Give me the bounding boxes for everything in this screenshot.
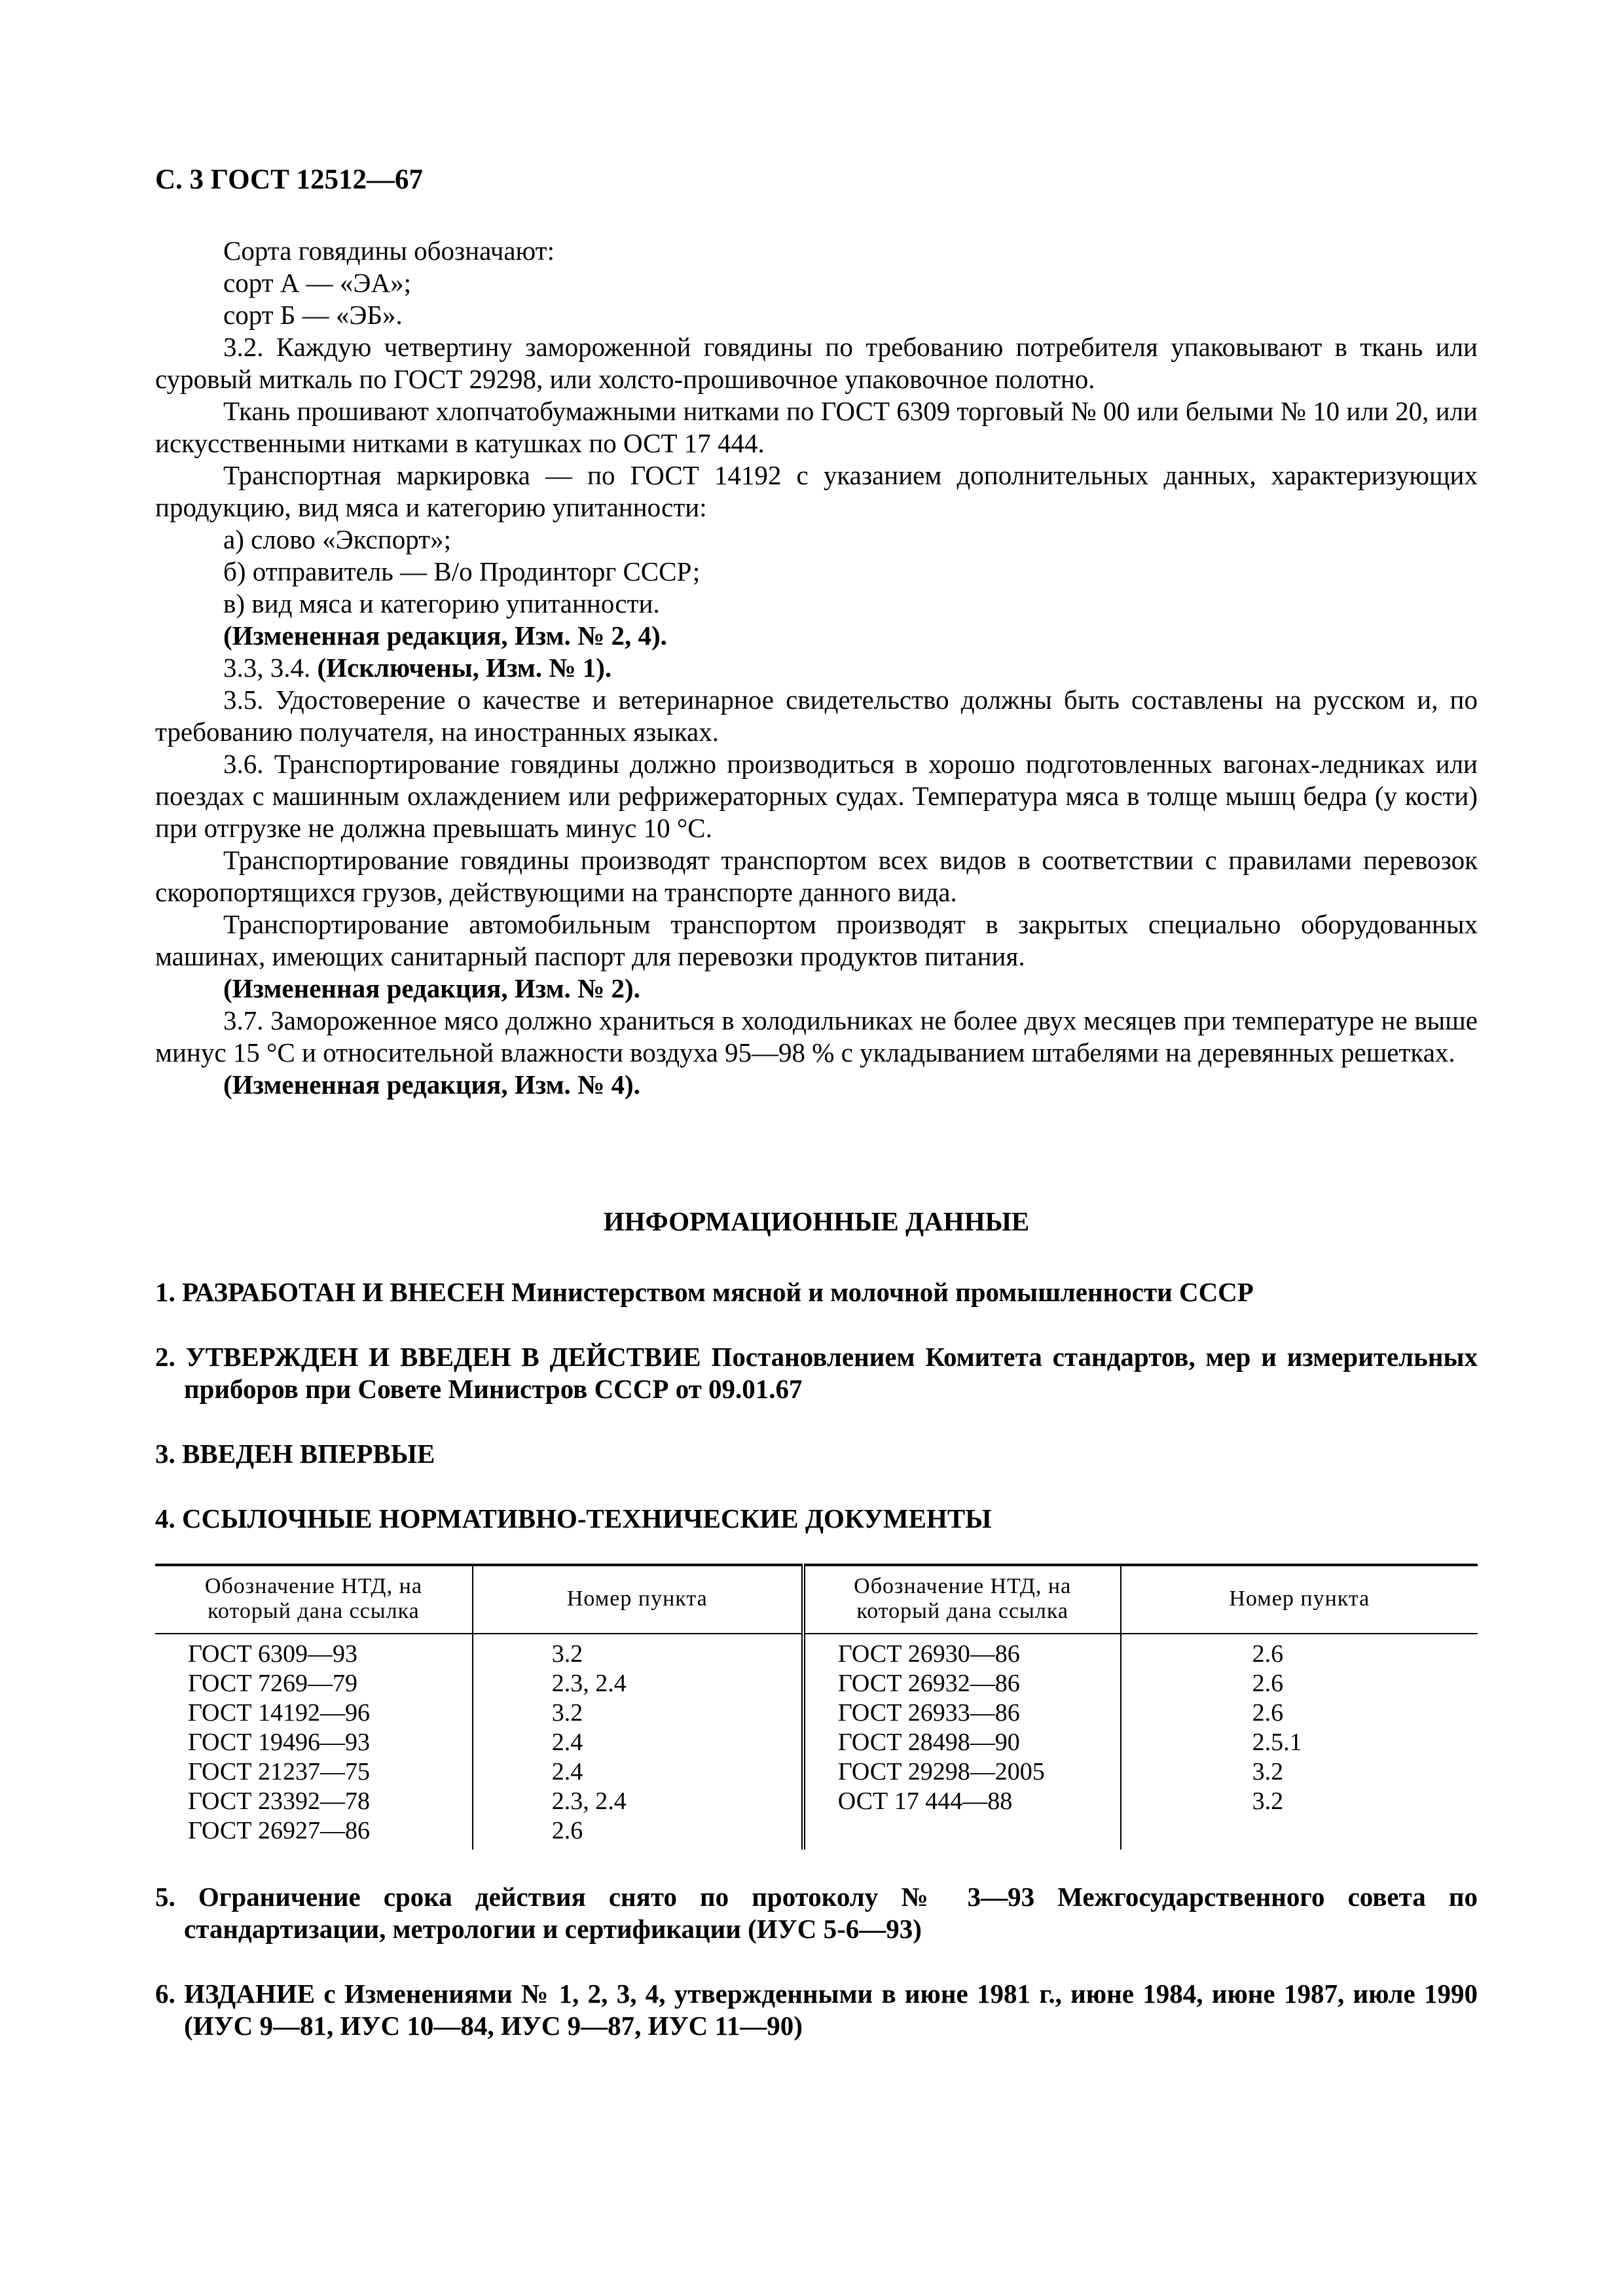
- table-row: [155, 1634, 1478, 1850]
- column-header-item: Номер пункта: [473, 1565, 803, 1634]
- left-items-cell: [473, 1634, 803, 1850]
- paragraph: Транспортирование автомобильным транспортом производят в закрытых специально оборудованных машинах, имеющих санитарный паспорт для перевозки продуктов питания.: [155, 909, 1478, 971]
- amendment-note: (Исключены, Изм. № 1).: [317, 653, 612, 683]
- column-header-item: Номер пункта: [1121, 1565, 1478, 1634]
- page-header: С. 3 ГОСТ 12512—67: [155, 164, 424, 195]
- table-cell: 3.2: [1252, 1758, 1284, 1785]
- info-item-2: 2. УТВЕРЖДЕН И ВВЕДЕН В ДЕЙСТВИЕ Постановлением Комитета стандартов, мер и измерительных приборов при Совете Министров СССР от 09.01.67: [155, 1342, 1478, 1404]
- table-cell: ГОСТ 14192—96: [188, 1699, 370, 1727]
- info-item-3: 3. ВВЕДЕН ВПЕРВЫЕ: [155, 1439, 435, 1469]
- table-cell: 2.6: [551, 1817, 583, 1844]
- table-cell: 2.6: [1252, 1670, 1284, 1697]
- info-item-5: 5. Ограничение срока действия снято по протоколу № 3—93 Межгосударственного совета по стандартизации, метрологии и сертификации (ИУС 5-6—93): [155, 1882, 1478, 1944]
- paragraph: Транспортная маркировка — по ГОСТ 14192 с указанием дополнительных данных, характеризующих продукцию, вид мяса и категорию упитанности:: [155, 460, 1478, 522]
- table-cell: 3.2: [1252, 1787, 1284, 1815]
- table-cell: ГОСТ 26927—86: [188, 1817, 370, 1844]
- paragraph: 3.5. Удостоверение о качестве и ветеринарное свидетельство должны быть составлены на русском и, по требованию получателя, на иностранных языках.: [155, 685, 1478, 747]
- table-cell: 2.3, 2.4: [551, 1787, 627, 1815]
- list-item: а) слово «Экспорт»;: [223, 524, 451, 554]
- table-cell: ГОСТ 7269—79: [188, 1670, 357, 1697]
- column-header-doc: Обозначение НТД, на который дана ссылка: [155, 1565, 473, 1634]
- paragraph: Ткань прошивают хлопчатобумажными нитками по ГОСТ 6309 торговый № 00 или белыми № 10 или 20, или искусственными нитками в катушках по ОСТ 17 444.: [155, 396, 1478, 458]
- right-docs-cell: [803, 1634, 1121, 1850]
- table-cell: ГОСТ 23392—78: [188, 1787, 370, 1815]
- list-item: в) вид мяса и категорию упитанности.: [223, 588, 660, 619]
- column-header-doc: Обозначение НТД, на который дана ссылка: [803, 1565, 1121, 1634]
- table-cell: 2.4: [551, 1729, 583, 1756]
- table-cell: ГОСТ 26932—86: [837, 1670, 1020, 1697]
- document-page: [155, 164, 1478, 2042]
- table-cell: ГОСТ 19496—93: [188, 1729, 370, 1756]
- paragraph: Сорта говядины обозначают:: [223, 236, 555, 266]
- table-cell: ГОСТ 6309—93: [188, 1640, 357, 1668]
- paragraph: 3.6. Транспортирование говядины должно производиться в хорошо подготовленных вагонах-ледниках или поездах с машинным охлаждением или рефрижераторных судах. Температура мяса в толще мышц бедра (у кости) при отгрузке не должна превышать минус 10 °С.: [155, 749, 1478, 843]
- paragraph: [155, 652, 1478, 684]
- table-header-row: [155, 1565, 1478, 1634]
- amendment-note: (Измененная редакция, Изм. № 2).: [223, 973, 640, 1003]
- table-cell: ГОСТ 28498—90: [837, 1729, 1020, 1756]
- table-cell: 2.3, 2.4: [551, 1670, 627, 1697]
- amendment-note: (Измененная редакция, Изм. № 4).: [223, 1069, 640, 1100]
- info-item-4: 4. ССЫЛОЧНЫЕ НОРМАТИВНО-ТЕХНИЧЕСКИЕ ДОКУМЕНТЫ: [155, 1503, 992, 1534]
- table-cell: ГОСТ 26933—86: [837, 1699, 1020, 1727]
- table-cell: 3.2: [551, 1699, 583, 1727]
- table-cell: 3.2: [551, 1640, 583, 1668]
- paragraph: 3.2. Каждую четвертину замороженной говядины по требованию потребителя упаковывают в ткань или суровый миткаль по ГОСТ 29298, или холсто-прошивочное упаковочное полотно.: [155, 332, 1478, 394]
- table-cell: ГОСТ 21237—75: [188, 1758, 370, 1785]
- table-cell: 2.5.1: [1252, 1729, 1302, 1756]
- table-cell: ГОСТ 26930—86: [837, 1640, 1020, 1668]
- paragraph: 3.7. Замороженное мясо должно храниться в холодильниках не более двух месяцев при температуре не выше минус 15 °С и относительной влажности воздуха 95—98 % с укладыванием штабелями на деревянных решетках.: [155, 1005, 1478, 1067]
- paragraph: сорт Б — «ЭБ».: [223, 300, 403, 330]
- table-cell: ОСТ 17 444—88: [837, 1787, 1013, 1815]
- paragraph: Транспортирование говядины производят транспортом всех видов в соответствии с правилами перевозок скоропортящихся грузов, действующими на транспорте данного вида.: [155, 845, 1478, 907]
- right-items-cell: [1121, 1634, 1478, 1850]
- info-item-1: 1. РАЗРАБОТАН И ВНЕСЕН Министерством мясной и молочной промышленности СССР: [155, 1277, 1254, 1307]
- table-cell: 2.6: [1252, 1699, 1284, 1727]
- left-docs-cell: [155, 1634, 473, 1850]
- info-section-title: ИНФОРМАЦИОННЫЕ ДАННЫЕ: [603, 1206, 1030, 1236]
- paragraph: сорт А — «ЭА»;: [223, 268, 411, 298]
- list-item: б) отправитель — В/о Продинторг СССР;: [223, 556, 701, 586]
- amendment-note: (Измененная редакция, Изм. № 2, 4).: [223, 620, 667, 651]
- info-item-6: 6. ИЗДАНИЕ с Изменениями № 1, 2, 3, 4, утвержденными в июне 1981 г., июне 1984, июне 1987, июле 1990 (ИУС 9—81, ИУС 10—84, ИУС 9—87, ИУС 11—90): [155, 1979, 1478, 2041]
- clause-number: 3.3, 3.4.: [223, 653, 318, 683]
- references-table: [155, 1564, 1478, 1850]
- table-cell: ГОСТ 29298—2005: [837, 1758, 1045, 1785]
- table-cell: 2.4: [551, 1758, 583, 1785]
- table-cell: 2.6: [1252, 1640, 1284, 1668]
